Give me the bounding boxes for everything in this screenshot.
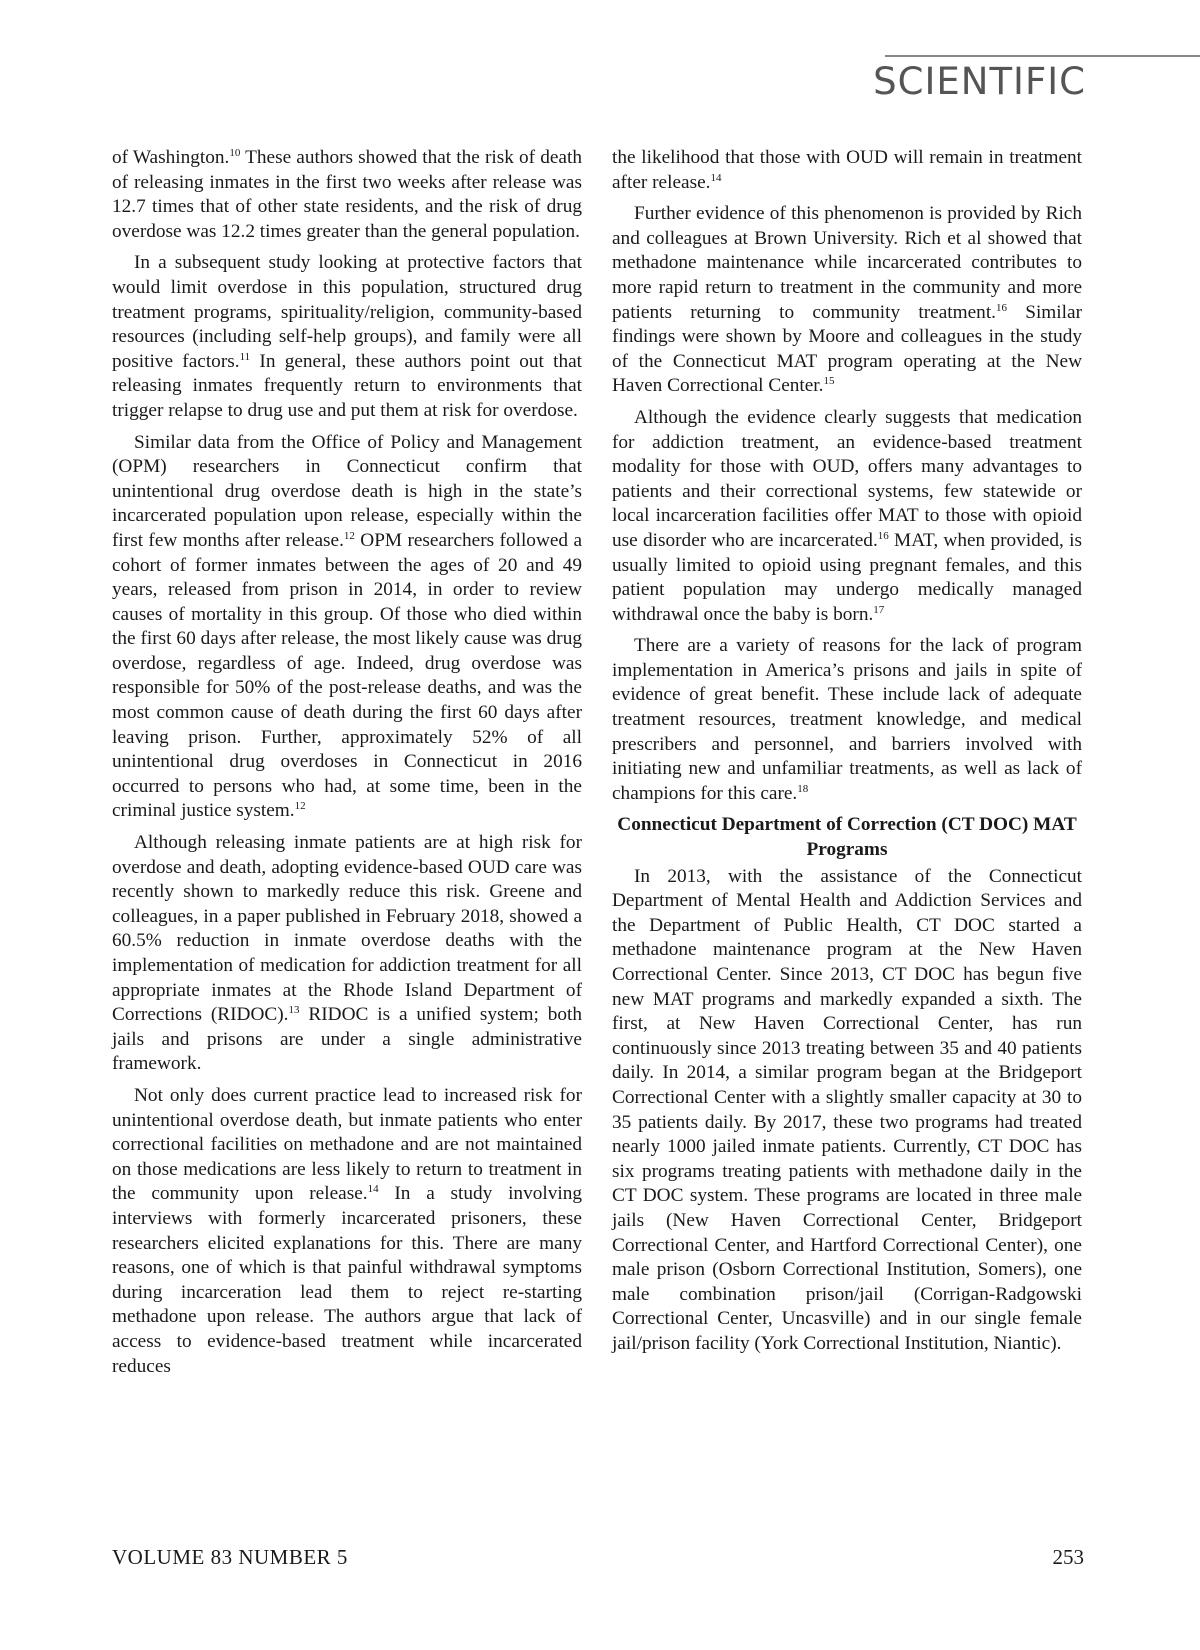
paragraph-text: RIDOC is a unified system; both jails and prisons are under a single administrative framework. (112, 1004, 582, 1075)
paragraph-text: Similar findings were shown by Moore and colleagues in the study of the Connecticut MAT program operating at the New Haven Correctional Center. (612, 301, 1082, 397)
paragraph-text: Not only does current practice lead to increased risk for unintentional overdose death, but inmate patients who enter correctional facilities on methadone and are not maintained on those medications are less likely to return to treatment in the community upon release. (112, 1084, 582, 1205)
body-paragraph (112, 146, 582, 244)
body-paragraph (112, 1084, 582, 1379)
body-paragraph (612, 634, 1082, 806)
paragraph-text: OPM researchers followed a cohort of former inmates between the ages of 20 and 49 years, released from prison in 2014, in order to review causes of mortality in this group. Of those who died within the first 60 days after release, the most likely cause was drug overdose, regardless of age. Indeed, drug overdose was responsible for 50% of the post-release deaths, and was the most common cause of death during the first 60 days after leaving prison. Further, approximately 52% of all unintentional drug overdoses in Connecticut in 2016 occurred to persons who had, at some time, been in the criminal justice system. (112, 529, 583, 822)
paragraph-text: Although the evidence clearly suggests that medication for addiction treatment, an evidence-based treatment modality for those with OUD, offers many advantages to patients and their correctional systems, few statewide or local incarceration facilities offer MAT to those with opioid use disorder who are incarcerated. (612, 406, 1082, 551)
citation-superscript: 17 (873, 603, 885, 616)
paragraph-text: In a subsequent study looking at protective factors that would limit overdose in this population, structured drug treatment programs, spirituality/religion, community-based resources (including self-help groups), and family were all positive factors. (112, 252, 582, 372)
body-paragraph (612, 202, 1082, 399)
citation-superscript: 10 (229, 147, 241, 159)
body-paragraph (612, 146, 1082, 195)
page-number: 253 (1052, 1545, 1084, 1569)
volume-footer: VOLUME 83 NUMBER 5 (112, 1545, 348, 1569)
body-paragraph (612, 406, 1082, 627)
body-paragraph (112, 251, 582, 423)
section-heading: Connecticut Department of Correction (CT DOC) MAT Programs (617, 814, 1077, 861)
citation-superscript: 14 (367, 1183, 379, 1196)
citation-superscript: 14 (710, 171, 722, 184)
paragraph-text: These authors showed that the risk of death of releasing inmates in the first two weeks after release was 12.7 times that of other state residents, and the risk of drug overdose was 12.2 times greater than the general population. (112, 147, 582, 242)
citation-superscript: 12 (343, 529, 355, 542)
paragraph-text: In a study involving interviews with formerly incarcerated prisoners, these researchers elicited explanations for this. There are many reasons, one of which is that painful withdrawal symptoms during incarceration lead them to reject re-starting methadone upon release. The authors argue that lack of access to evidence-based treatment while incarcerated reduces (112, 1183, 582, 1377)
citation-superscript: 18 (797, 782, 809, 795)
paragraph-text: Further evidence of this phenomenon is provided by Rich and colleagues at Brown University. Rich et al showed that methadone maintenance while incarcerated contributes to more rapid return to treatment in the community and more patients returning to community treatment. (612, 203, 1082, 323)
body-paragraph (612, 865, 1082, 1357)
right-column (612, 146, 1082, 1364)
paragraph-text: Similar data from the Office of Policy and Management (OPM) researchers in Connecticut confirm that unintentional drug overdose death is high in the state’s incarcerated population upon release, especially within the first few months after release. (112, 431, 582, 551)
body-paragraph (112, 431, 582, 825)
paragraph-text: MAT, when provided, is usually limited to opioid using pregnant females, and this patient population may undergo medically managed withdrawal once the baby is born. (612, 529, 1082, 625)
header-rule (885, 55, 1200, 57)
citation-superscript: 16 (996, 301, 1007, 314)
paragraph-text: Although releasing inmate patients are at high risk for overdose and death, adopting evidence-based OUD care was recently shown to markedly reduce this risk. Greene and colleagues, in a paper published in February 2018, showed a 60.5% reduction in inmate overdose deaths with the implementation of medication for addiction treatment for all appropriate inmates at the Rhode Island Department of Corrections (RIDOC). (112, 832, 582, 1026)
paragraph-text: There are a variety of reasons for the lack of program implementation in America’s prisons and jails in spite of evidence of great benefit. These include lack of adequate treatment resources, treatment knowledge, and medical prescribers and personnel, and barriers involved with initiating new and unfamiliar treatments, as well as lack of champions for this care. (612, 635, 1082, 804)
paragraph-text: In general, these authors point out that releasing inmates frequently return to environments that trigger relapse to drug use and put them at risk for overdose. (112, 350, 583, 421)
citation-superscript: 13 (288, 1004, 300, 1017)
left-column (112, 146, 582, 1386)
paragraph-text: In 2013, with the assistance of the Connecticut Department of Mental Health and Addiction Services and the Department of Public Health, CT DOC started a methadone maintenance program at the New Haven Correctional Center. Since 2013, CT DOC has begun five new MAT programs and markedly expanded a sixth. The first, at New Haven Correctional Center, has run continuously since 2013 treating between 35 and 40 patients daily. In 2014, a similar program began at the Bridgeport Correctional Center with a slightly smaller capacity at 30 to 35 patients daily. By 2017, these two programs had treated nearly 1000 jailed inmate patients. Currently, CT DOC has six programs treating patients with methadone daily in the CT DOC system. These programs are located in three male jails (New Haven Correctional Center, Bridgeport Correctional Center, and Hartford Correctional Center), one male prison (Osborn Correctional Institution, Somers), one male combination prison/jail (Corrigan-Radgowski Correctional Center, Uncasville) and in our single female jail/prison facility (York Correctional Institution, Niantic). (612, 865, 1082, 1354)
citation-superscript: 12 (294, 800, 306, 813)
citation-superscript: 11 (239, 350, 251, 363)
paragraph-text: the likelihood that those with OUD will remain in treatment after release. (612, 147, 1082, 193)
citation-superscript: 15 (823, 375, 835, 388)
body-paragraph (112, 831, 582, 1077)
paragraph-text: of Washington. (112, 147, 230, 168)
section-header: SCIENTIFIC (873, 60, 1086, 103)
citation-superscript: 16 (877, 529, 889, 542)
